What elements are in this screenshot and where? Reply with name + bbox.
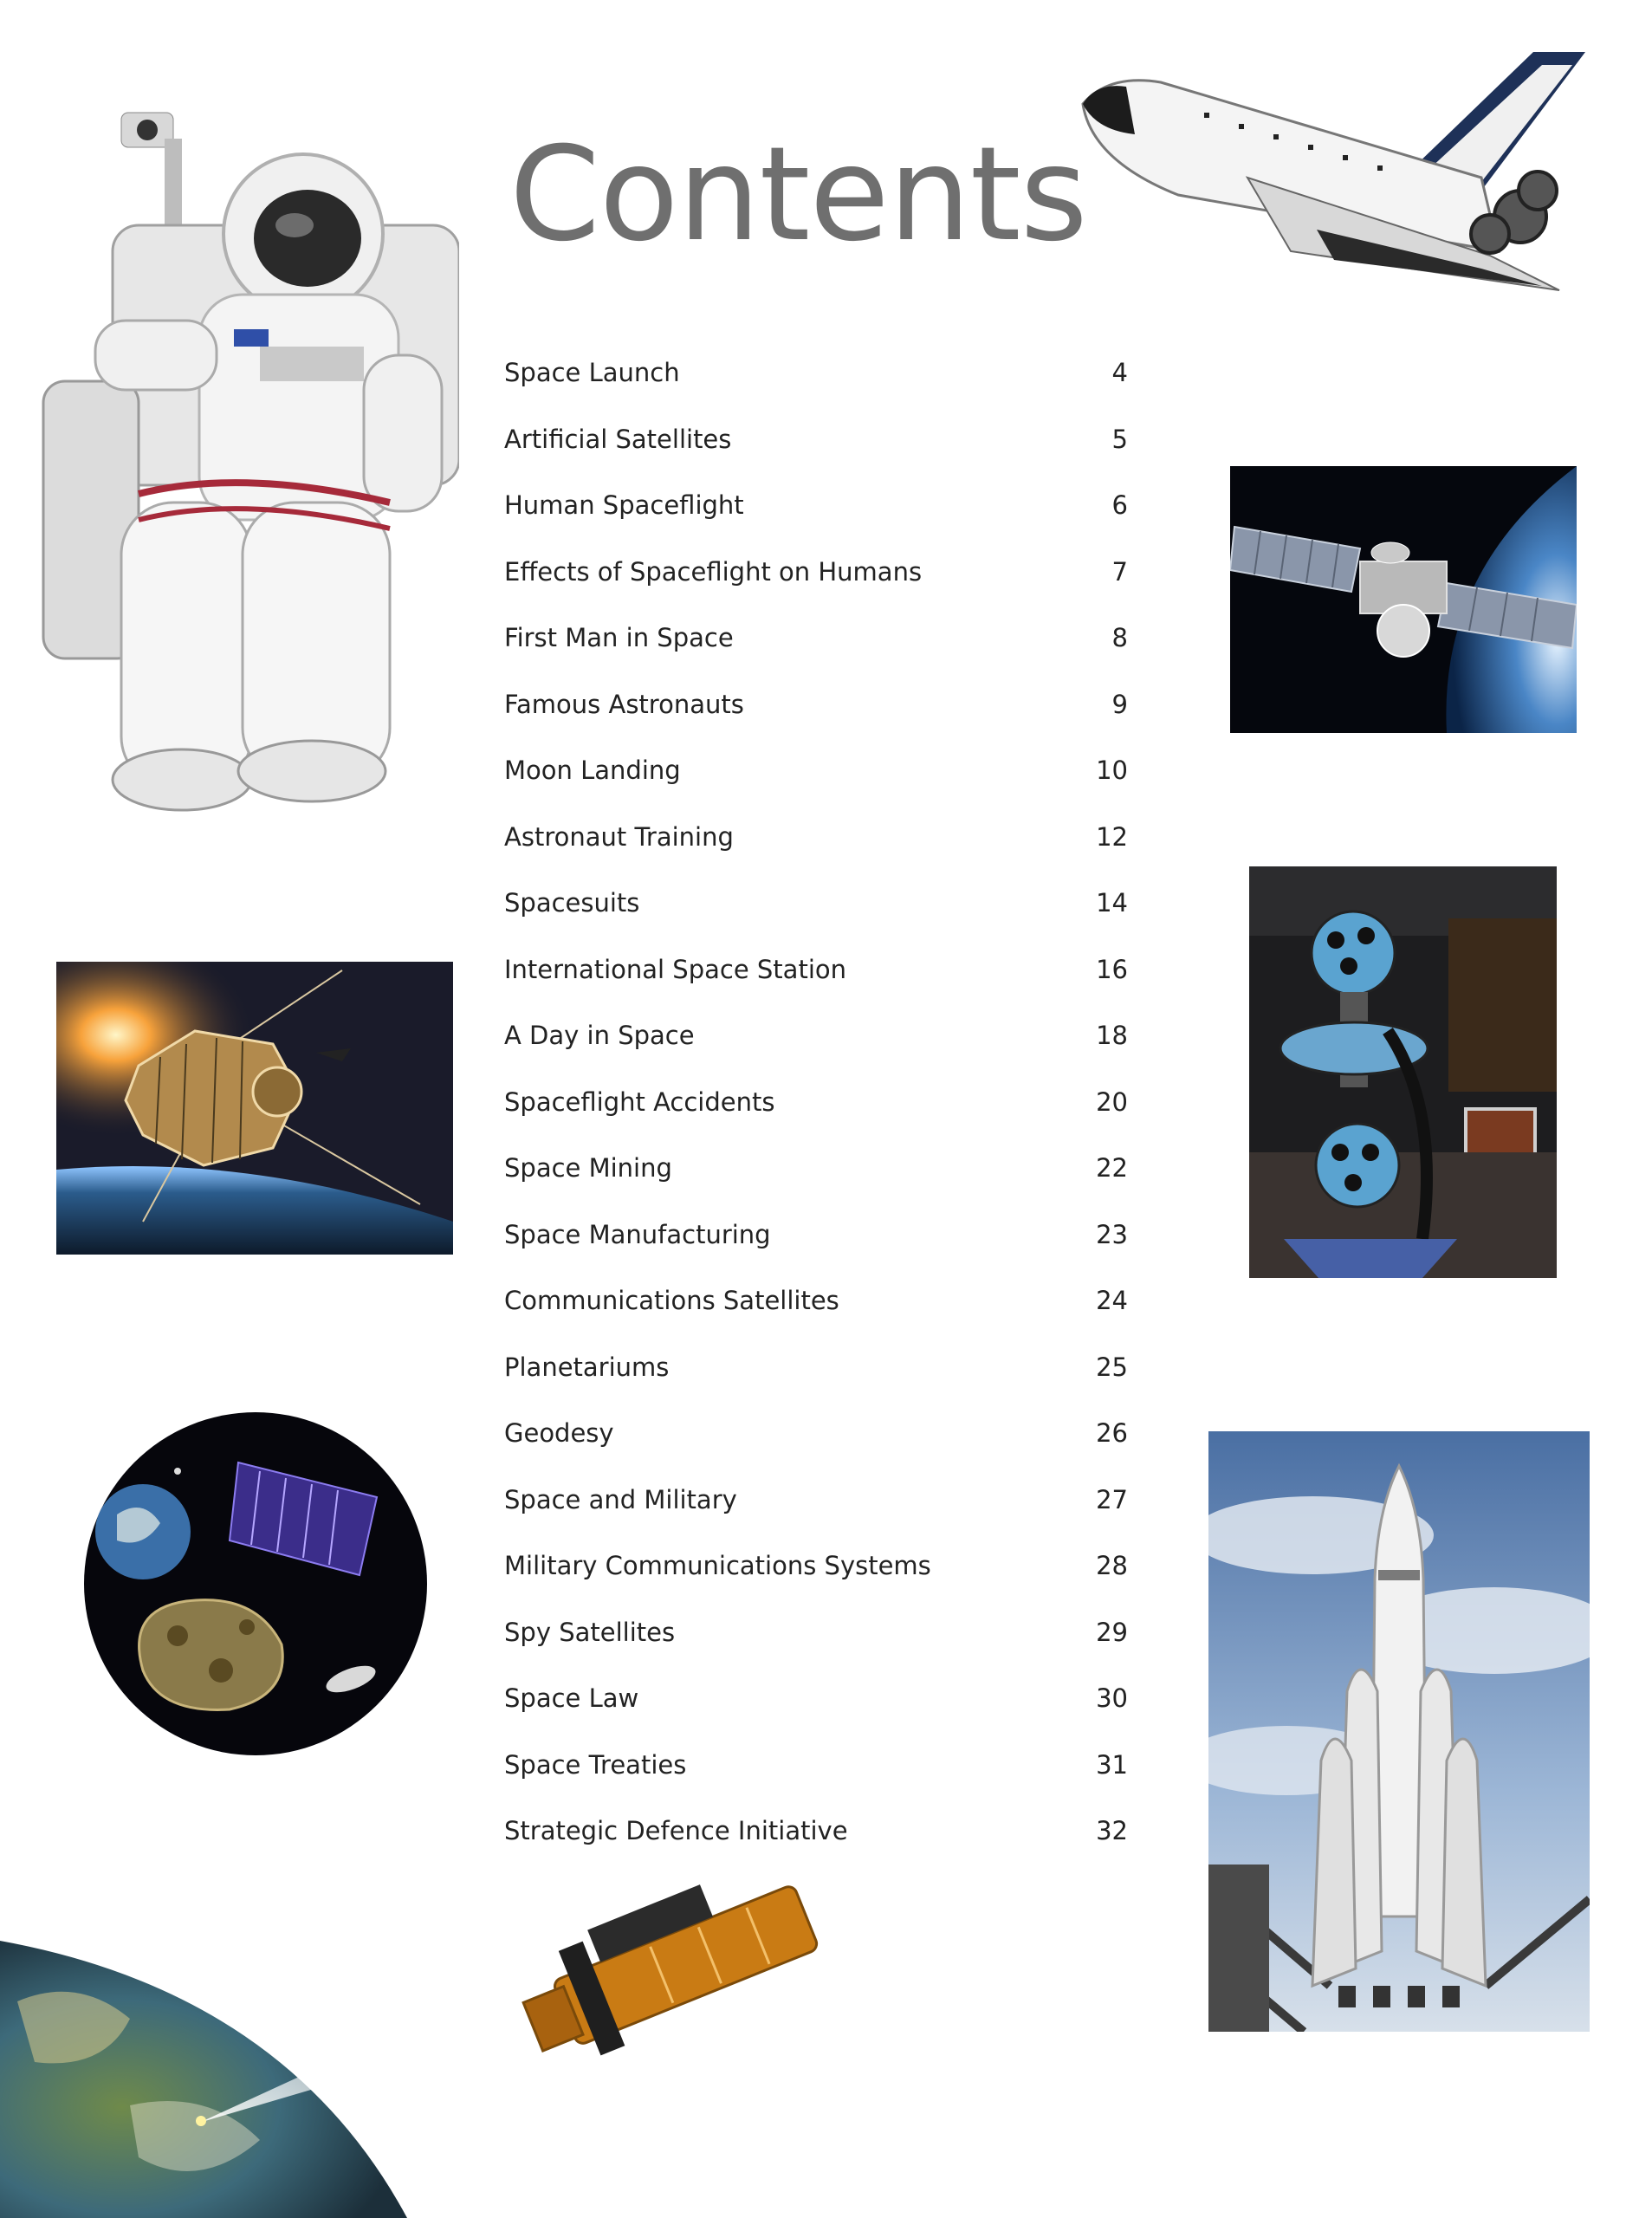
toc-entry-title: Spy Satellites <box>504 1617 676 1647</box>
toc-entry-page: 18 <box>1096 1021 1128 1051</box>
toc-entry[interactable] <box>504 539 1128 606</box>
toc-entry[interactable] <box>504 605 1128 671</box>
toc-entry-title: A Day in Space <box>504 1021 695 1051</box>
astronaut-photo <box>17 95 459 814</box>
satellite-over-earth-photo <box>1230 466 1577 733</box>
toc-entry[interactable] <box>504 1002 1128 1069</box>
toc-entry-title: First Man in Space <box>504 623 734 653</box>
toc-entry-title: Human Spaceflight <box>504 490 744 521</box>
toc-entry-page: 12 <box>1096 821 1128 852</box>
toc-entry[interactable] <box>504 671 1128 738</box>
toc-entry-page: 24 <box>1096 1286 1128 1316</box>
toc-entry[interactable] <box>504 1665 1128 1732</box>
toc-entry[interactable] <box>504 1202 1128 1268</box>
toc-entry-title: Astronaut Training <box>504 821 734 852</box>
toc-entry[interactable] <box>504 472 1128 539</box>
toc-entry[interactable] <box>504 340 1128 406</box>
page-title: Contents <box>509 120 1087 270</box>
toc-entry-title: Moon Landing <box>504 756 681 786</box>
toc-entry-page: 4 <box>1111 358 1128 388</box>
earth-and-laser-satellite-illustration <box>0 1845 849 2218</box>
toc-entry-page: 6 <box>1111 490 1128 521</box>
toc-entry-title: Planetariums <box>504 1352 670 1382</box>
toc-entry-page: 7 <box>1111 556 1128 587</box>
toc-entry-title: Famous Astronauts <box>504 689 744 719</box>
toc-entry-page: 25 <box>1096 1352 1128 1382</box>
toc-entry-title: Communications Satellites <box>504 1286 839 1316</box>
toc-entry-page: 16 <box>1096 954 1128 984</box>
toc-entry-page: 26 <box>1096 1418 1128 1449</box>
toc-entry-page: 23 <box>1096 1219 1128 1249</box>
toc-entry[interactable] <box>504 1599 1128 1666</box>
toc-entry-page: 29 <box>1096 1617 1128 1647</box>
toc-entry-title: Space Treaties <box>504 1749 687 1780</box>
toc-entry-title: Geodesy <box>504 1418 614 1449</box>
toc-entry-title: Spacesuits <box>504 888 640 918</box>
toc-entry-page: 5 <box>1111 424 1128 454</box>
toc-entry[interactable] <box>504 1135 1128 1202</box>
planetarium-projector-photo <box>1249 866 1557 1278</box>
toc-entry-title: Space Manufacturing <box>504 1219 771 1249</box>
toc-entry[interactable] <box>504 1334 1128 1401</box>
toc-entry-page: 30 <box>1096 1683 1128 1714</box>
toc-entry[interactable] <box>504 1268 1128 1334</box>
toc-entry[interactable] <box>504 737 1128 804</box>
toc-entry-title: Spaceflight Accidents <box>504 1086 775 1117</box>
toc-entry[interactable] <box>504 1069 1128 1136</box>
toc-entry-title: Military Communications Systems <box>504 1551 931 1581</box>
toc-entry-title: Effects of Spaceflight on Humans <box>504 556 923 587</box>
toc-entry[interactable] <box>504 937 1128 1003</box>
toc-entry-page: 20 <box>1096 1086 1128 1117</box>
toc-entry[interactable] <box>504 1467 1128 1534</box>
asteroid-mining-illustration <box>82 1411 429 1757</box>
toc-entry-page: 31 <box>1096 1749 1128 1780</box>
toc-entry-title: Space Launch <box>504 358 680 388</box>
toc-entry-page: 9 <box>1111 689 1128 719</box>
rocket-on-launchpad-photo <box>1208 1431 1590 2032</box>
space-probe-photo <box>56 962 453 1255</box>
toc-entry[interactable] <box>504 1732 1128 1799</box>
toc-entry-title: Artificial Satellites <box>504 424 732 454</box>
toc-entry-title: Space Law <box>504 1683 639 1714</box>
toc-entry-title: International Space Station <box>504 954 846 984</box>
toc-entry[interactable] <box>504 804 1128 871</box>
toc-entry-page: 14 <box>1096 888 1128 918</box>
space-shuttle-photo <box>1074 48 1594 299</box>
toc-entry[interactable] <box>504 1400 1128 1467</box>
toc-entry[interactable] <box>504 870 1128 937</box>
toc-entry[interactable] <box>504 406 1128 473</box>
toc-entry-page: 28 <box>1096 1551 1128 1581</box>
toc-entry-page: 32 <box>1096 1816 1128 1846</box>
table-of-contents <box>504 340 1128 1865</box>
toc-entry-page: 27 <box>1096 1484 1128 1514</box>
toc-entry-title: Space Mining <box>504 1153 672 1184</box>
toc-entry-title: Space and Military <box>504 1484 737 1514</box>
toc-entry-page: 8 <box>1111 623 1128 653</box>
toc-entry[interactable] <box>504 1533 1128 1599</box>
toc-entry-page: 10 <box>1096 756 1128 786</box>
toc-entry-title: Strategic Defence Initiative <box>504 1816 848 1846</box>
toc-entry-page: 22 <box>1096 1153 1128 1184</box>
